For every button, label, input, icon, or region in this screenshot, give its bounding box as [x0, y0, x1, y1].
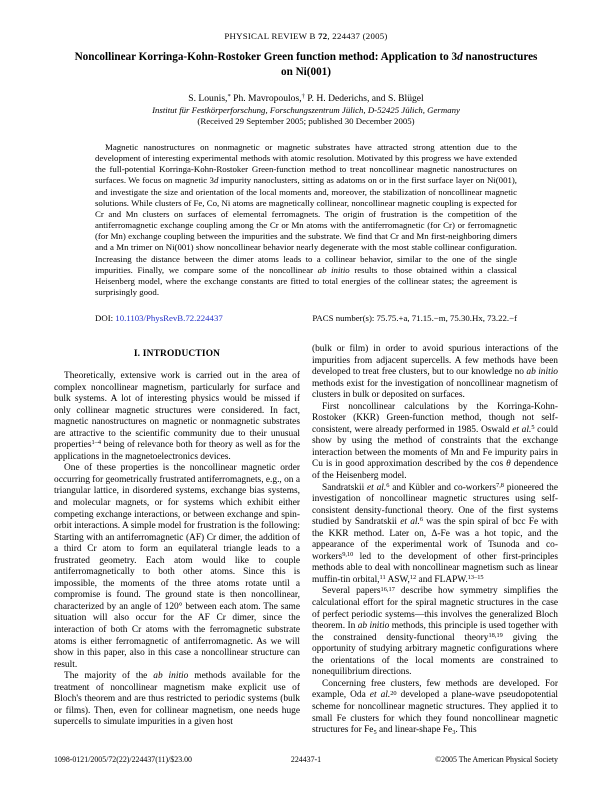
received-line: (Received 29 September 2005; published 30 December 2005)	[197, 116, 415, 126]
paragraph: Theoretically, extensive work is carried out in the area of complex noncollinear magnetism, particularly for surface and bulk systems. A lot of interesting physics would be missed if only collinear magnetic structures were considered. In fact, magnetic nanostructures on magnetic or nonmagnetic substrates are attractive to the scientific community due to their unusual properties$^{1-4}$ being of relevance both for theory as well as for the applications in the magnetoelectronics devices.	[54, 371, 300, 462]
paragraph: Concerning free clusters, few methods are developed. For example, Oda et al.$^{20}$ developed a plane-wave pseudopotential scheme for noncollinear magnetic structures. They applied it to small Fe clusters for which they found noncollinear magnetic structures for $Fe_5$ and linear-shape $Fe_3$. This	[312, 678, 558, 736]
left-column	[54, 344, 300, 754]
doi-link[interactable]: 10.1103/PhysRevB.72.224437	[115, 313, 223, 323]
paragraph: The majority of the ab initio methods available for the treatment of noncollinear magnetism make explicit use of Bloch's theorem and are thus restricted to periodic systems (bulk or films). Then, even for collinear magnetism, one needs huge supercells to simulate impurities in a given host	[54, 671, 300, 728]
affiliation-line: Institut für Festkörperforschung, Forschungszentrum Jülich, D-52425 Jülich, Germany	[152, 105, 460, 115]
journal-header: PHYSICAL REVIEW B 72, 224437 (2005)	[224, 31, 388, 41]
pacs-line: PACS number(s): 75.75.+a, 71.15.−m, 75.30.Hx, 73.22.−f	[312, 313, 517, 323]
paper-title: Noncollinear Korringa-Kohn-Rostoker Green function method: Application to 3d nanostructures on Ni(001)	[74, 51, 538, 78]
doi-line	[95, 313, 223, 323]
doi-pacs-row	[95, 313, 517, 323]
paragraph: Several papers$^{16,17}$ describe how symmetry simplifies the calculational effort for the spiral magnetic structures in the case of perfect periodic systems—this involves the generalized Bloch theorem. In ab initio methods, this principle is used together with the constrained density-functional theory$^{18,19}$ giving the opportunity of studying arbitrary magnetic configurations where the orientations of the local moments are constrained to nonequilibrium directions.	[312, 585, 558, 678]
doi-label: DOI:	[95, 313, 114, 323]
section-heading-introduction: I. INTRODUCTION	[133, 349, 221, 359]
footer-copyright: ©2005 The American Physical Society	[435, 755, 558, 764]
paragraph: (bulk or film) in order to avoid spurious interactions of the impurities from adjacent supercells. A few methods have been developed to treat free clusters, but to our knowledge no ab initio methods exist for the investigation of noncollinear magnetism of clusters in bulk or deposited on surfaces.	[312, 344, 558, 401]
paragraph: One of these properties is the noncollinear magnetic order occurring for geometrically frustrated antiferromagnets, e.g., on a triangular lattice, in disordered systems, exchange bias systems, and molecular magnets, or for systems which exhibit either competing exchange interactions, or between exchange and spin-orbit interactions. A simple model for frustration is the following: Starting with an antiferromagnetic (AF) Cr dimer, the addition of a third Cr atom to form an equilateral triangle leads to a frustrated geometry. Each atom would like to couple antiferromagnetically to both other atoms. Since this is impossible, the moments of the three atoms rotate until a compromise is found. The ground state is then noncollinear, characterized by an angle of 120° between each atom. The same situation will also occur for the AF Cr dimer, since the interaction of both Cr atoms with the ferromagnetic substrate atoms is either ferromagnetic of antiferromagnetic. As we will show in this paper, also in this case a noncollinear structure can result.	[54, 463, 300, 670]
right-column-text	[312, 344, 558, 737]
footer-issn-price: 1098-0121/2005/72(22)/224437(11)/$23.00	[54, 755, 193, 764]
authors-line: S. Lounis,* Ph. Mavropoulos,† P. H. Dederichs, and S. Blügel	[188, 93, 424, 104]
right-column	[312, 344, 558, 754]
footer-page-number: 224437-1	[290, 755, 322, 764]
page-footer	[54, 755, 558, 764]
left-column-text	[54, 371, 300, 729]
paragraph: First noncollinear calculations by the Korringa-Kohn-Rostoker (KKR) Green-function method, though not self-consistent, were already performed in 1985. Oswald et al.$^5$ could show by using the method of constraints that the exchange interaction between the moments of Mn and Fe impurity pairs in Cu is in good approximation described by the cos θ dependence of the Heisenberg model.	[312, 401, 558, 482]
two-column-body	[54, 344, 558, 754]
abstract-text: Magnetic nanostructures on nonmagnetic or magnetic substrates have attracted strong attention due to the development of interesting experimental methods with atomic resolution. Motivated by this progress we have extended the full-potential Korringa-Kohn-Rostoker Green-function method to treat noncollinear magnetic nanostructures on surfaces. We focus on magnetic 3d impurity nanoclusters, sitting as adatoms on or in the first surface layer on Ni(001), and investigate the size and orientation of the local moments and, moreover, the stabilization of noncollinear magnetic solutions. While clusters of Fe, Co, Ni atoms are magnetically collinear, noncollinear magnetic coupling is expected for Cr and Mn clusters on surfaces of elemental ferromagnets. The origin of frustration is the competition of the antiferromagnetic exchange coupling among the Cr or Mn atoms with the antiferromagnetic (for Cr) or ferromagnetic (for Mn) exchange coupling between the impurities and the substrate. We find that Cr and Mn first-neighboring dimers and a Mn trimer on Ni(001) show noncollinear behavior nearly degenerate with the most stable collinear configuration. Increasing the distance between the dimer atoms leads to a collinear behavior, similar to the one of the single impurities. Finally, we compare some of the noncollinear ab initio results to those obtained within a classical Heisenberg model, where the exchange constants are fitted to total energies of the collinear states; the agreement is surprisingly good.	[95, 142, 517, 298]
paragraph: Sandratskii et al.$^6$ and Kübler and co-workers$^{7,8}$ pioneered the investigation of noncollinear magnetic structures using self-consistent density-functional theory. One of the first systems studied by Sandratskii et al.$^6$ was the spin spiral of bcc Fe with the KKR method. Later on, Δ-Fe was a hot topic, and the appearance of the experimental work of Tsunoda and co-workers$^{9,10}$ led to the development of other first-principles methods able to deal with noncollinear magnetism such as linear muffin-tin orbital,$^{11}$ ASW,$^{12}$ and FLAPW.$^{13-15}$	[312, 481, 558, 585]
